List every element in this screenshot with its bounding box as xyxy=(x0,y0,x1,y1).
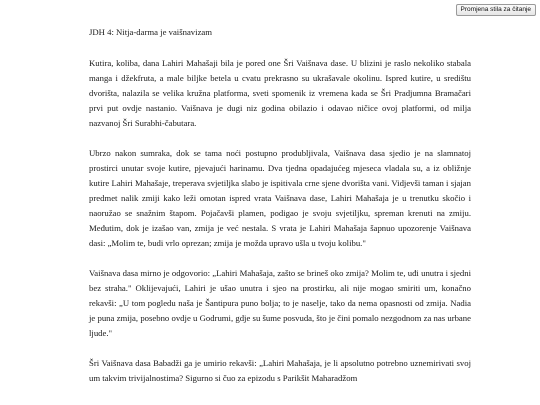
chapter-paragraph-3: Vaišnava dasa mirno je odgovorio: „Lahiri Mahašaja, zašto se brineš oko zmija? Molim te, uđi unutra i sjedni bez straha." Oklijevajući, Lahiri je ušao unutra i sjeo na prostirku, ali nije mogao smiriti um, konačno rekavši: „U tom pogledu naša je Šantipura puno bolja; to je naselje, tako da nema opasnosti od zmija. Nadia je puna zmija, posebno ovdje u Godrumi, gdje su šume posvuda, što je čini pomalo nezgodnom za nas urbane ljude." xyxy=(89,268,471,338)
chapter-paragraph-2: Ubrzo nakon sumraka, dok se tama noći postupno produbljivala, Vaišnava dasa sjedio je na slamnatoj prostirci unutar svoje kutire, pjevajući harinamu. Dva tjedna opadajućeg mjeseca vladala su, a iz obližnje kutire Lahiri Mahašaje, treperava svjetiljka slabo je ispitivala crne sjene dvorišta vani. Vidjevši taman i sjajan predmet nalik zmiji kako leži omotan ispred vrata Vaišnava dase, Lahiri Mahašaja je u trenutku skočio i naoružao se snažnim štapom. Pojačavši plamen, podigao je svoju svjetiljku, spreman krenuti na zmiju. Međutim, dok je izašao van, zmija je već nestala. S vrata je Lahiri Mahašaja šapnuo upozorenje Vaišnava dasi: „Molim te, budi vrlo oprezan; zmija je možda upravo ušla u tvoju kolibu." xyxy=(89,148,471,248)
chapter-title: JDH 4: Nitja-darma je vaišnavizam xyxy=(89,27,213,37)
reading-style-toggle-button[interactable]: Promjena stila za čitanje xyxy=(456,4,536,16)
chapter-paragraph-1: Kutira, koliba, dana Lahiri Mahašaji bila je pored one Šri Vaišnava dase. U blizini je raslo nekoliko stabala manga i džekfruta, a male biljke betela u cvatu prekrasno su ukrašavale okolinu. Ispred kutire, u središtu dvorišta, nalazila se velika kružna platforma, sveti spomenik iz vremena kada se Šri Pradjumna Bramačari prvi put ovdje nastanio. Vaišnava je dugi niz godina obilazio i odavao ničice ovoj platformi, od milja nazvanoj Šri Surabhi-čabutara. xyxy=(89,58,471,128)
chapter-paragraph-4: Šri Vaišnava dasa Babadži ga je umirio rekavši: „Lahiri Mahašaja, je li apsolutno potrebno uznemirivati svoj um takvim trivijalnostima? Sigurno si čuo za epizodu s Parikšit Maharadžom xyxy=(89,358,471,383)
chapter-content xyxy=(89,25,471,401)
